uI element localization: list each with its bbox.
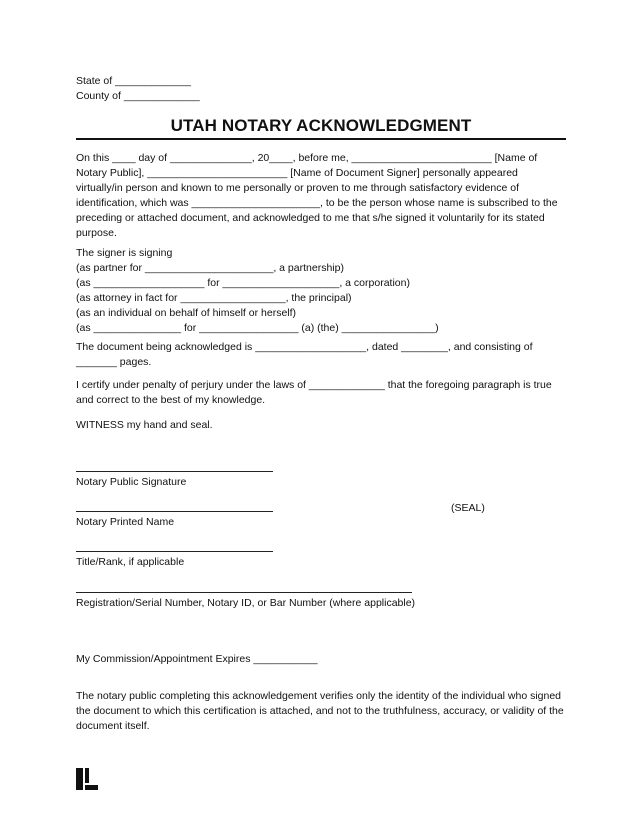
signer-line: (as attorney in fact for __________________, the principal) <box>76 292 352 304</box>
legal-document-logo-icon <box>76 768 98 790</box>
signer-line: (as partner for ______________________, a partnership) <box>76 262 344 274</box>
title-rank-line[interactable] <box>76 551 273 552</box>
signer-capacity-list <box>76 246 566 336</box>
county-line: County of _____________ <box>76 90 200 102</box>
certify-line: and correct to the best of my knowledge. <box>76 394 266 406</box>
state-line: State of _____________ <box>76 75 192 87</box>
signer-line: (as _______________ for _________________ (a) (the) ________________) <box>76 322 439 334</box>
signer-line: The signer is signing <box>76 247 173 259</box>
intro-line: purpose. <box>76 227 117 239</box>
notary-signature-line[interactable] <box>76 471 273 472</box>
document-description <box>76 340 566 370</box>
footer-disclaimer <box>76 689 566 734</box>
intro-line: identification, which was ______________________, to be the person whose name is subscribed to the <box>76 197 558 209</box>
registration-label: Registration/Serial Number, Notary ID, or Bar Number (where applicable) <box>76 597 416 609</box>
signer-line: (as ___________________ for ____________________, a corporation) <box>76 277 410 289</box>
document-line: The document being acknowledged is ___________________, dated ________, and consisting of <box>76 341 533 353</box>
intro-line: Notary Public], ________________________ [Name of Document Signer] personally appeared <box>76 167 518 179</box>
document-title: UTAH NOTARY ACKNOWLEDGMENT <box>170 116 472 135</box>
intro-line: preceding or attached document, and acknowledged to me that s/he signed it voluntarily for its stated <box>76 212 545 224</box>
seal-label: (SEAL) <box>451 502 485 514</box>
title-rank-label: Title/Rank, if applicable <box>76 556 185 568</box>
notary-signature-label: Notary Public Signature <box>76 476 187 488</box>
footer-line: The notary public completing this acknowledgement verifies only the identity of the individual who signed <box>76 690 562 702</box>
intro-line: virtually/in person and known to me personally or proven to me through satisfactory evidence of <box>76 182 519 194</box>
registration-line[interactable] <box>76 592 412 593</box>
witness-statement: WITNESS my hand and seal. <box>76 419 213 431</box>
footer-line: document itself. <box>76 720 150 732</box>
signer-line: (as an individual on behalf of himself or herself) <box>76 307 297 319</box>
title-rule <box>76 138 566 140</box>
printed-name-label: Notary Printed Name <box>76 516 175 528</box>
certification-statement <box>76 378 566 408</box>
document-line: _______ pages. <box>76 356 152 368</box>
intro-line: On this ____ day of ______________, 20____, before me, ________________________ [Name of <box>76 152 538 164</box>
printed-name-line[interactable] <box>76 511 273 512</box>
footer-line: the document to which this certification is attached, and not to the truthfulness, accuracy, or validity of the <box>76 705 564 717</box>
intro-paragraph <box>76 151 566 241</box>
certify-line: I certify under penalty of perjury under the laws of _____________ that the foregoing paragraph is true <box>76 379 552 391</box>
commission-expires: My Commission/Appointment Expires ___________ <box>76 653 318 665</box>
